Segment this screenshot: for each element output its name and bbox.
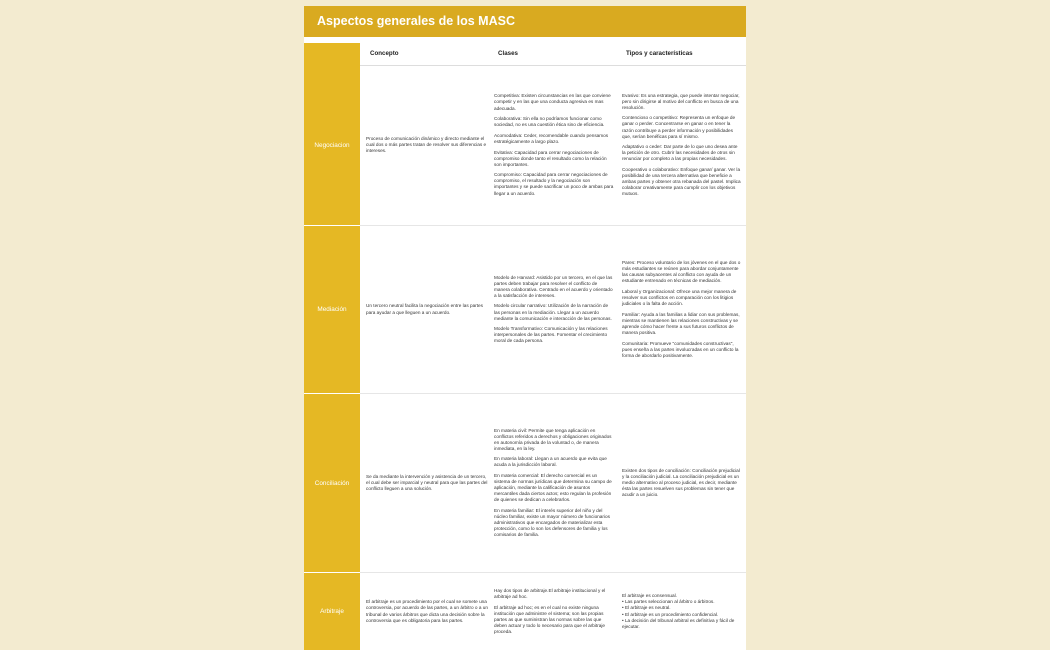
tipo-item: Existen dos tipos de conciliación: Conciliación prejudicial y la conciliación judicial. La conciliación prejudicial es un medio alternativo al proceso judicial, es decir, mediante ésta las partes resuelven sus problemas sin tener que acudir a un juicio. bbox=[622, 467, 740, 498]
concepto-text: El arbitraje es un procedimiento por el cual se somete una controversia, por acuerdo de las partes, a un árbitro o a un tribunal de varios árbitros que dicta una decisión sobre la controversia que es obligatoria para las partes. bbox=[366, 599, 488, 623]
tipo-item: El arbitraje es consensual. • Las partes seleccionan al árbitro o árbitros. • El arbitraje es neutral. • El arbitraje es un procedimiento confidencial. • La decisión del tribunal arbitral es definitiva y fácil de ejecutar. bbox=[622, 593, 735, 629]
cell-tipos-arbitraje bbox=[622, 573, 742, 650]
clase-item: El arbitraje ad hoc; es en el cual no existe ninguna institución que administre el sistema; son las propias partes as que suministran las normas sobre las que deben actuar y todo lo necesario para que el arbitraje proceda. bbox=[494, 604, 606, 634]
cell-clases-negociacion bbox=[494, 65, 614, 225]
cell-tipos-mediacion bbox=[622, 226, 742, 393]
row-label-conciliacion: Conciliación bbox=[304, 394, 360, 572]
tipo-item: Evasivo: Es una estrategia, que puede intentar negociar, pero sin dirigirse al motivo del conflicto en busca de una resolución. bbox=[622, 92, 740, 110]
header-clases: Clases bbox=[498, 50, 518, 57]
concepto-text: Proceso de comunicación dinámico y directo mediante el cual dos o más partes tratan de resolver sus diferencias e intereses. bbox=[366, 135, 487, 154]
tipo-item: Laboral y Organizacional: Ofrece una mejor manera de resolver sus conflictos en comparación con los litigios judiciales o la falta de acción. bbox=[622, 288, 737, 307]
tipo-item: Familiar: Ayuda a las familias a lidiar con sus problemas, mientras se mantienen las relaciones constructivas y se aprende cómo hacer frente a sus futuros conflictos de manera positiva. bbox=[622, 311, 740, 336]
masc-table bbox=[304, 6, 746, 650]
clase-item: Competitiva: Existen circunstancias en las que conviene competir y en las que una conducta agresiva es mas adecuada. bbox=[494, 93, 611, 111]
table-title: Aspectos generales de los MASC bbox=[304, 6, 746, 37]
concepto-text: Se da mediante la intervención y asistencia de un tercero, el cual debe ser imparcial y neutral para que las partes del conflicto lleguen a una solución. bbox=[366, 473, 488, 492]
clase-item: Modelo de Harvard: Asistido por un tercero, en el que las partes deben trabajar para resolver el conflicto de manera colaborativa. Centrado en el acuerdo y orientado a la satisfacción de intereses. bbox=[494, 274, 613, 298]
cell-concepto-mediacion bbox=[366, 226, 488, 393]
header-concepto: Concepto bbox=[370, 50, 399, 57]
header-tipos: Tipos y características bbox=[626, 50, 693, 57]
cell-clases-conciliacion bbox=[494, 394, 614, 572]
header-tab bbox=[304, 43, 360, 65]
cell-tipos-negociacion bbox=[622, 65, 742, 225]
clase-item: Compromiso: Capacidad para cerrar negociaciones de compromiso, el resultado y la negociación son importantes y se puede sacrificar un poco de ambas para llegar a un acuerdo. bbox=[494, 172, 614, 196]
tipo-item: Cooperativo o colaborativo: Enfoque ganar/ ganar. Ver la posibilidad de una tercera alternativa que beneficie a ambas partes y obtener otra rebanada del pastel. Implica colaborar creativamente para cumplir con los objetivos mutuos. bbox=[622, 166, 741, 197]
row-label-mediacion: Mediación bbox=[304, 226, 360, 393]
clase-item: Modelo circular narrativo: Utilización de la narración de las personas en la mediación. Llegar a un acuerdo mediante la comunicación e interacción de las personas. bbox=[494, 303, 612, 321]
cell-concepto-negociacion bbox=[366, 65, 488, 225]
clase-item: En materia familiar: El interés superior del niño y del núcleo familiar, existe un mayor número de funcionarios administrativos que encargados de materializar esta protección, como lo son los defensores de familia y los comisarios de familia. bbox=[494, 508, 610, 538]
clase-item: En materia comercial: El derecho comercial es un sistema de normas jurídicas que determina su campo de aplicación, mediante la calificación de asuntos mercantiles dada ciertos actos; esto regulan la profesión de quienes se dedican a celebrarlos. bbox=[494, 473, 612, 503]
cell-tipos-conciliacion bbox=[622, 394, 742, 572]
cell-concepto-arbitraje bbox=[366, 573, 488, 650]
tipo-item: Contencioso o competitivo: Representa un enfoque de ganar o perder. Concentrarse en ganar o en tener la razón contribuye a perder información y posibilidades que, serían benéficas para sí mismo. bbox=[622, 115, 736, 139]
row-label-negociacion: Negociacion bbox=[304, 65, 360, 225]
tipo-item: Adaptativo o ceder: Dar parte de lo que uno desea ante la petición de otro. Cubrir las necesidades de otros sin renunciar por completo a las propias necesidades. bbox=[622, 144, 738, 162]
clase-item: Colaborativa: Sin ella no podríamos funcionar como sociedad, no es una cuestión ética sino de eficiencia. bbox=[494, 116, 605, 128]
clase-item: Modelo Transformativo: Comunicación y las relaciones interpersonales de las partes. Fomentar el crecimiento moral de cada persona. bbox=[494, 326, 608, 344]
tipo-item: Comunitaria: Promueve "comunidades constructivas", pues enseña a las partes involucradas en un conflicto la forma de abordarlo positivamente. bbox=[622, 340, 739, 358]
cell-clases-arbitraje bbox=[494, 573, 614, 650]
clase-item: En materia laboral: Llegan a un acuerdo que evita que acuda a la jurisdicción laboral. bbox=[494, 456, 607, 468]
cell-concepto-conciliacion bbox=[366, 394, 488, 572]
clase-item: Evitativa: Capacidad para cerrar negociaciones de compromiso donde tanto el resultado como la relación son importantes. bbox=[494, 149, 607, 167]
concepto-text: Un tercero neutral facilita la negociación entre las partes para ayudar a que lleguen a un acuerdo. bbox=[366, 303, 483, 315]
clase-item: Acomodativa: Ceder, recomendable cuando pensamos estratégicamente a largo plazo. bbox=[494, 132, 609, 144]
tipo-item: Pares: Proceso voluntario de los jóvenes en el que dos o más estudiantes se reúnen para abordar conjuntamente las causas subyacentes al conflicto con ayuda de un estudiante entrenado en técnicas de mediación. bbox=[622, 260, 741, 284]
clase-item: Hay dos tipos de arbitraje.El arbitraje institucional y el arbitraje ad hoc. bbox=[494, 587, 606, 600]
clase-item: En materia civil: Permite que tenga aplicación en conflictos referidos a derechos y obligaciones originados en autonomía privada de la voluntad o, de manera inmediata, en la ley. bbox=[494, 427, 612, 451]
row-label-arbitraje: Arbitraje bbox=[304, 573, 360, 650]
cell-clases-mediacion bbox=[494, 226, 614, 393]
